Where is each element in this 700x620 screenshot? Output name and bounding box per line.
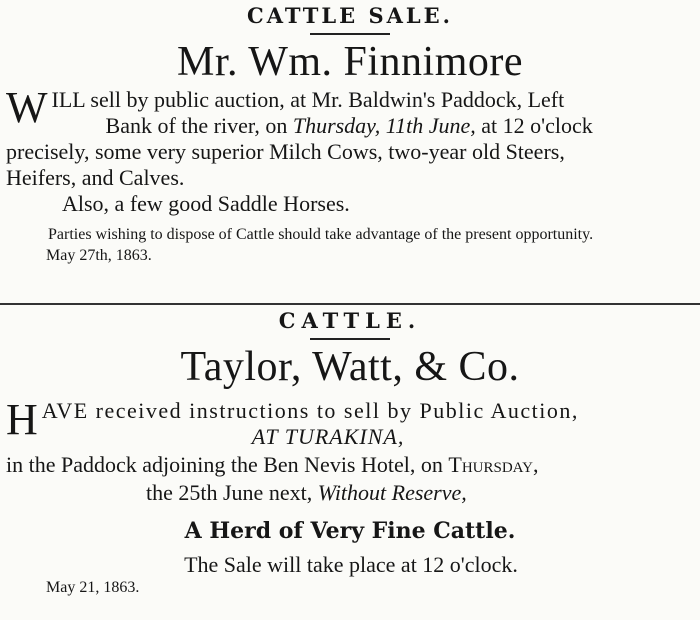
line-four-prefix: the 25th June next, bbox=[146, 480, 313, 505]
sale-day: Thursday, bbox=[292, 113, 381, 138]
also-text: Also, a few good Saddle Horses. bbox=[62, 191, 350, 216]
advert-date: May 27th, 1863. bbox=[46, 247, 152, 264]
heading-rule bbox=[310, 338, 390, 340]
parties-text: Parties wishing to dispose of Cattle should take advantage of the present opportunity. bbox=[48, 226, 594, 243]
also-line bbox=[0, 191, 700, 217]
sale-day: Thursday, bbox=[448, 452, 539, 477]
line-three: precisely, some very superior Milch Cows, two-year old Steers, bbox=[6, 139, 565, 164]
line-two-prefix: Bank of the river, on bbox=[105, 113, 288, 138]
advert-date: May 21, 1863. bbox=[46, 579, 140, 596]
line-two-suffix: at 12 o'clock bbox=[481, 113, 593, 138]
parties-notice bbox=[0, 225, 700, 244]
line-three-prefix: in the Paddock adjoining the Ben Nevis Hotel, on bbox=[6, 452, 443, 477]
intro-text: AVE received instructions to sell by Public Auction, bbox=[41, 398, 579, 423]
sale-notice bbox=[0, 83, 700, 191]
location-line bbox=[0, 452, 700, 478]
intro-text: ILL sell by public auction, at Mr. Baldwin's Paddock, Left bbox=[51, 87, 565, 112]
date-line bbox=[0, 480, 700, 506]
reserve-note: Without Reserve, bbox=[317, 480, 467, 505]
heading-rule bbox=[310, 33, 390, 35]
drop-cap: W bbox=[6, 83, 48, 132]
advert-heading: CATTLE. bbox=[278, 308, 422, 333]
drop-cap: H bbox=[6, 395, 38, 444]
advert-cattle-sale bbox=[0, 0, 700, 305]
advert-heading: CATTLE SALE. bbox=[247, 3, 453, 28]
time-note: The Sale will take place at 12 o'clock. bbox=[184, 552, 518, 577]
auctioneer-name: Taylor, Watt, & Co. bbox=[180, 344, 520, 390]
feature-headline: A Herd of Very Fine Cattle. bbox=[184, 518, 516, 544]
sale-place: AT TURAKINA, bbox=[251, 424, 405, 449]
auctioneer-name: Mr. Wm. Finnimore bbox=[176, 39, 524, 85]
sale-date: 11th June, bbox=[385, 113, 476, 138]
sale-notice bbox=[0, 395, 700, 450]
line-four: Heifers, and Calves. bbox=[6, 165, 185, 190]
advert-cattle bbox=[0, 305, 700, 620]
